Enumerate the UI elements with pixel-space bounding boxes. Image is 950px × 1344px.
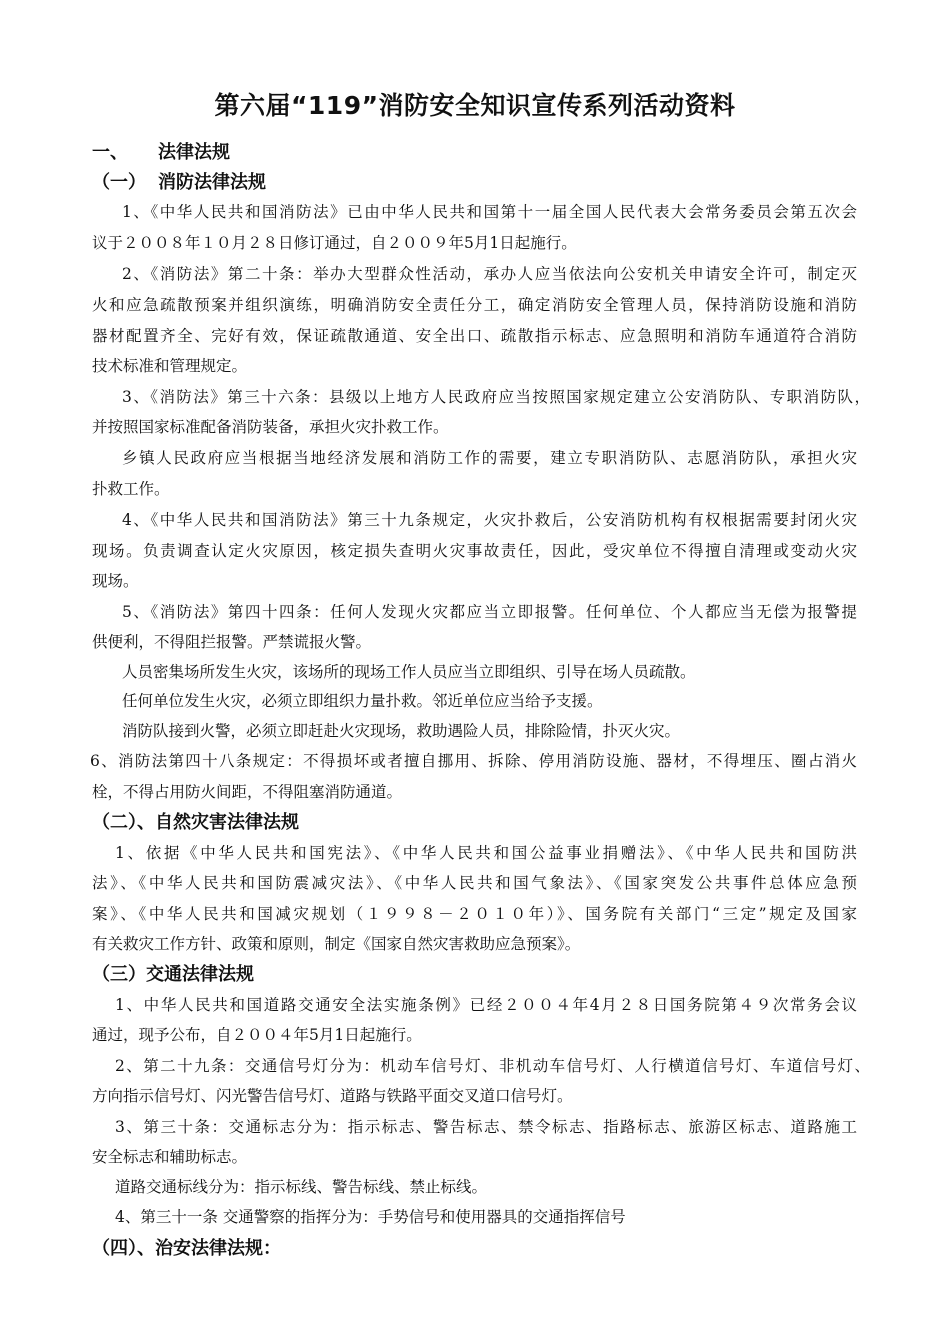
document-title: 第六届“119”消防安全知识宣传系列活动资料 [214,91,736,120]
paragraph-line: 现场。负责调查认定火灾原因，核定损失查明火灾事故责任，因此，受灾单位不得擅自清理或变动火灾 [92,542,857,560]
section-number: 一、 [92,142,128,163]
paragraph-line: 有关救灾工作方针、政策和原则，制定《国家自然灾害救助应急预案》。 [92,935,581,953]
paragraph-line: 扑救工作。 [92,480,170,498]
paragraph-line: 供便利，不得阻拦报警。严禁谎报火警。 [92,633,372,651]
paragraph-line: 方向指示信号灯、闪光警告信号灯、道路与铁路平面交叉道口信号灯。 [92,1087,573,1105]
subsection-heading-3: （三）交通法律法规 [92,964,254,985]
paragraph-line: 4、《中华人民共和国消防法》第三十九条规定，火灾扑救后，公安消防机构有权根据需要封闭火灾 [122,511,857,529]
paragraph-line: 现场。 [92,572,139,590]
paragraph-line: 栓，不得占用防火间距，不得阻塞消防通道。 [92,783,403,801]
subsection-heading-2: （二）、自然灾害法律法规 [92,812,299,833]
paragraph-line: 2、《消防法》第二十条：举办大型群众性活动，承办人应当依法向公安机关申请安全许可，制定灭 [122,265,857,283]
subsection-heading-4: （四）、治安法律法规： [92,1238,281,1259]
paragraph-line: 1、依据《中华人民共和国宪法》、《中华人民共和国公益事业捐赠法》、《中华人民共和国防洪 [115,844,857,862]
paragraph-line: 3、《消防法》第三十六条：县级以上地方人民政府应当按照国家规定建立公安消防队、专职消防队， [122,388,870,406]
section-heading-1 [92,140,230,166]
paragraph-line: 1、中华人民共和国道路交通安全法实施条例》已经２００４年4月２８日国务院第４９次常务会议 [115,996,857,1014]
paragraph-line: 4、第三十一条 交通警察的指挥分为：手势信号和使用器具的交通指挥信号 [115,1208,626,1226]
paragraph-line: 案》、《中华人民共和国减灾规划（１９９８－２０１０年）》、国务院有关部门“三定”规定及国家 [92,905,857,923]
subsection-heading-1 [92,170,266,196]
paragraph-line: 火和应急疏散预案并组织演练，明确消防安全责任分工，确定消防安全管理人员，保持消防设施和消防 [92,296,857,314]
section-label: 法律法规 [158,142,230,163]
paragraph-line: 人员密集场所发生火灾，该场所的现场工作人员应当立即组织、引导在场人员疏散。 [122,663,696,681]
paragraph-line: 5、《消防法》第四十四条：任何人发现火灾都应当立即报警。任何单位、个人都应当无偿为报警提 [122,603,857,621]
subsection-label: 消防法律法规 [158,172,266,193]
paragraph-line: 6、消防法第四十八条规定：不得损坏或者擅自挪用、拆除、停用消防设施、器材，不得埋压、圈占消火 [90,752,857,770]
subsection-number: （一） [92,172,146,193]
paragraph-line: 议于２００８年１０月２８日修订通过，自２００９年5月1日起施行。 [92,234,577,252]
paragraph-line: 器材配置齐全、完好有效，保证疏散通道、安全出口、疏散指示标志、应急照明和消防车通道符合消防 [92,327,857,345]
paragraph-line: 消防队接到火警，必须立即赶赴火灾现场，救助遇险人员，排除险情，扑灭火灾。 [122,722,681,740]
paragraph-line: 3、第三十条：交通标志分为：指示标志、警告标志、禁令标志、指路标志、旅游区标志、道路施工 [115,1118,857,1136]
paragraph-line: 任何单位发生火灾，必须立即组织力量扑救。邻近单位应当给予支援。 [122,692,603,710]
paragraph-line: 1、《中华人民共和国消防法》已由中华人民共和国第十一届全国人民代表大会常务委员会第五次会 [122,203,857,221]
paragraph-line: 通过，现予公布，自２００４年5月1日起施行。 [92,1026,422,1044]
paragraph-line: 安全标志和辅助标志。 [92,1148,248,1166]
paragraph-line: 道路交通标线分为：指示标线、警告标线、禁止标线。 [115,1178,488,1196]
paragraph-line: 并按照国家标准配备消防装备，承担火灾扑救工作。 [92,418,449,436]
paragraph-line: 法》、《中华人民共和国防震减灾法》、《中华人民共和国气象法》、《国家突发公共事件总体应急预 [92,874,857,892]
paragraph-line: 乡镇人民政府应当根据当地经济发展和消防工作的需要，建立专职消防队、志愿消防队，承担火灾 [122,449,857,467]
paragraph-line: 技术标准和管理规定。 [92,357,248,375]
paragraph-line: 2、第二十九条：交通信号灯分为：机动车信号灯、非机动车信号灯、人行横道信号灯、车道信号灯、 [115,1057,870,1075]
